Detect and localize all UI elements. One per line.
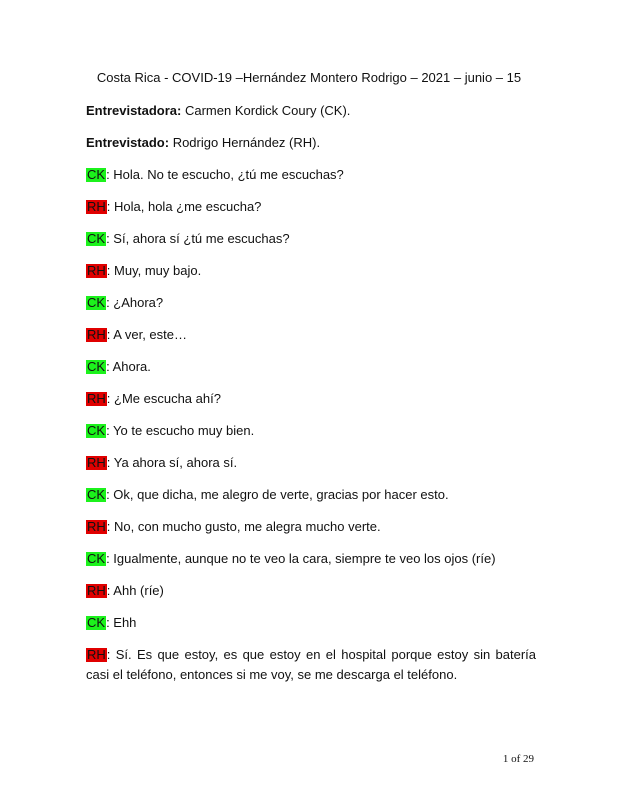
dialogue-turn xyxy=(86,453,536,473)
speaker-tag: CK xyxy=(87,359,106,374)
speaker-tag: CK xyxy=(87,167,106,182)
page-number: 1 of 29 xyxy=(502,753,534,765)
speaker-tag: CK xyxy=(87,487,106,502)
speaker-tag: RH xyxy=(87,391,106,406)
interviewer-line xyxy=(86,103,350,119)
dialogue-turn xyxy=(86,293,536,313)
turn-text: : Hola. No te escucho, ¿tú me escuchas? xyxy=(106,167,344,182)
speaker-tag: RH xyxy=(87,263,106,278)
dialogue-turn xyxy=(86,357,536,377)
speaker-tag: RH xyxy=(87,455,106,470)
turn-text: : Muy, muy bajo. xyxy=(106,263,202,278)
interviewee-line xyxy=(86,135,320,151)
turn-text: : Ya ahora sí, ahora sí. xyxy=(106,455,238,470)
dialogue-turn xyxy=(86,645,536,685)
turn-text: : Ok, que dicha, me alegro de verte, gracias por hacer esto. xyxy=(106,487,449,502)
speaker-tag: CK xyxy=(87,615,106,630)
document-header: Costa Rica - COVID-19 –Hernández Montero Rodrigo – 2021 – junio – 15 xyxy=(96,70,522,85)
turn-text: : ¿Me escucha ahí? xyxy=(106,391,221,406)
dialogue-turn xyxy=(86,581,536,601)
interviewer-label: Entrevistadora: xyxy=(86,103,182,118)
dialogue-turn xyxy=(86,325,536,345)
speaker-tag: RH xyxy=(87,583,106,598)
dialogue-turn xyxy=(86,389,536,409)
speaker-tag: RH xyxy=(87,327,106,342)
dialogue-turn xyxy=(86,613,536,633)
dialogue-turn xyxy=(86,485,536,505)
speaker-tag: CK xyxy=(87,423,106,438)
dialogue-turn xyxy=(86,517,536,537)
turn-text: : ¿Ahora? xyxy=(106,295,164,310)
turn-text: : Sí, ahora sí ¿tú me escuchas? xyxy=(106,231,290,246)
interviewee-label: Entrevistado: xyxy=(86,135,170,150)
turn-text: : Ahora. xyxy=(106,359,151,374)
interviewee-value: Rodrigo Hernández (RH). xyxy=(169,135,321,150)
dialogue-turn xyxy=(86,165,536,185)
turn-text: : Ehh xyxy=(106,615,137,630)
speaker-tag: RH xyxy=(87,199,106,214)
turn-text: : A ver, este… xyxy=(106,327,187,342)
turn-text: : Sí. Es que estoy, es que estoy en el hospital porque estoy sin batería casi el teléfono, entonces si me voy, se me descarga el teléfono. xyxy=(86,647,536,682)
turn-text: : Yo te escucho muy bien. xyxy=(106,423,255,438)
speaker-tag: RH xyxy=(87,647,106,662)
interviewer-value: Carmen Kordick Coury (CK). xyxy=(181,103,351,118)
turn-text: : Igualmente, aunque no te veo la cara, siempre te veo los ojos (ríe) xyxy=(106,551,496,566)
speaker-tag: RH xyxy=(87,519,106,534)
dialogue-turn xyxy=(86,197,536,217)
dialogue-turn xyxy=(86,549,536,569)
turn-text: : Hola, hola ¿me escucha? xyxy=(106,199,262,214)
speaker-tag: CK xyxy=(87,551,106,566)
dialogue-turn xyxy=(86,261,536,281)
turn-text: : No, con mucho gusto, me alegra mucho verte. xyxy=(106,519,381,534)
dialogue-turn xyxy=(86,421,536,441)
speaker-tag: CK xyxy=(87,295,106,310)
turn-text: : Ahh (ríe) xyxy=(106,583,164,598)
dialogue-turn xyxy=(86,229,536,249)
speaker-tag: CK xyxy=(87,231,106,246)
